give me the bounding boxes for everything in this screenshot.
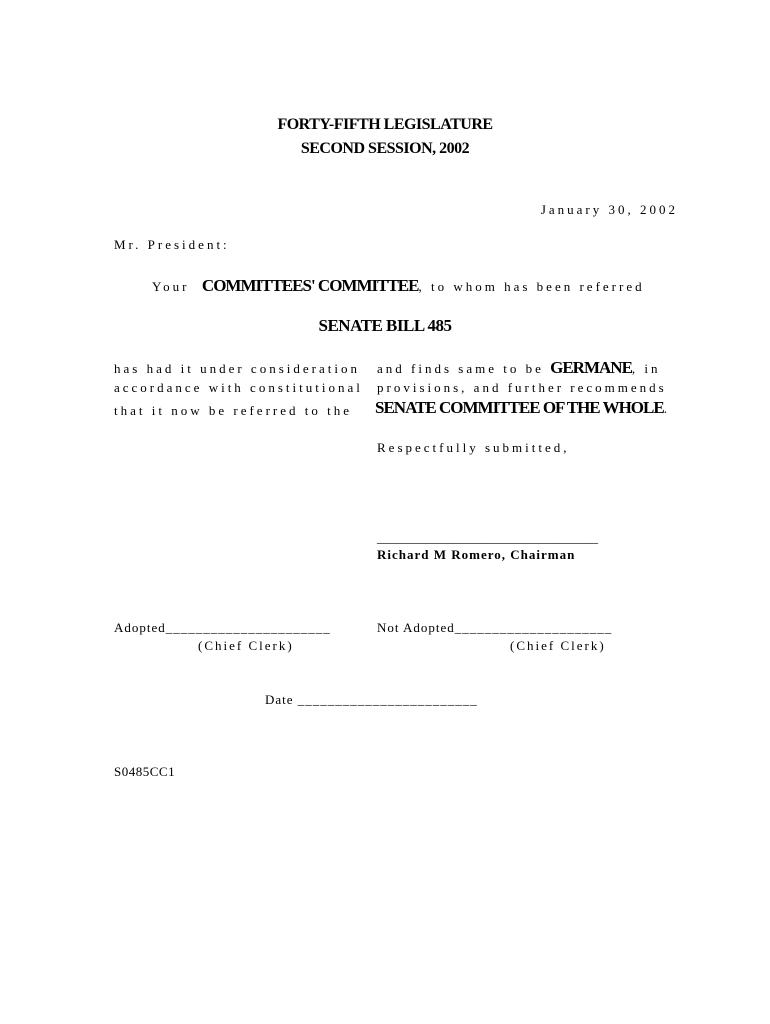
- date-field: Date ________________________: [265, 692, 478, 707]
- committee-name: COMMITTEES' COMMITTEE: [201, 276, 419, 295]
- signature-line: __________________________________: [377, 530, 598, 545]
- adopted-field: Adopted______________________: [114, 620, 331, 635]
- document-id: S0485CC1: [114, 764, 176, 779]
- body-left-3: that it now be referred to the: [114, 403, 352, 418]
- body-right-1: [377, 358, 661, 378]
- referral-committee: SENATE COMMITTEE OF THE WHOLE: [375, 398, 664, 417]
- body-left-1: has had it under consideration: [114, 361, 360, 376]
- body-right-1a: and finds same to be: [377, 361, 544, 376]
- body-right-3: [375, 398, 670, 418]
- session-heading: SECOND SESSION, 2002: [300, 140, 470, 157]
- salutation: Mr. President:: [114, 237, 230, 252]
- closing: Respectfully submitted,: [377, 440, 570, 455]
- legislature-heading: FORTY-FIFTH LEGISLATURE: [277, 116, 493, 133]
- not-adopted-clerk-label: (Chief Clerk): [510, 638, 606, 653]
- intro-your: Your: [152, 279, 190, 294]
- intro-rest: , to whom has been referred: [418, 279, 645, 294]
- referral-period: .: [663, 401, 670, 416]
- adopted-clerk-label: (Chief Clerk): [198, 638, 294, 653]
- bill-title: SENATE BILL 485: [318, 316, 452, 335]
- intro-line: [152, 276, 645, 296]
- germane-word: GERMANE: [550, 358, 632, 377]
- report-date: January 30, 2002: [540, 202, 678, 217]
- signatory-name: Richard M Romero, Chairman: [377, 547, 576, 562]
- body-right-2: provisions, and further recommends: [377, 380, 667, 395]
- body-left-2: accordance with constitutional: [114, 380, 363, 395]
- not-adopted-field: Not Adopted_____________________: [377, 620, 613, 635]
- body-right-1b: , in: [631, 361, 661, 376]
